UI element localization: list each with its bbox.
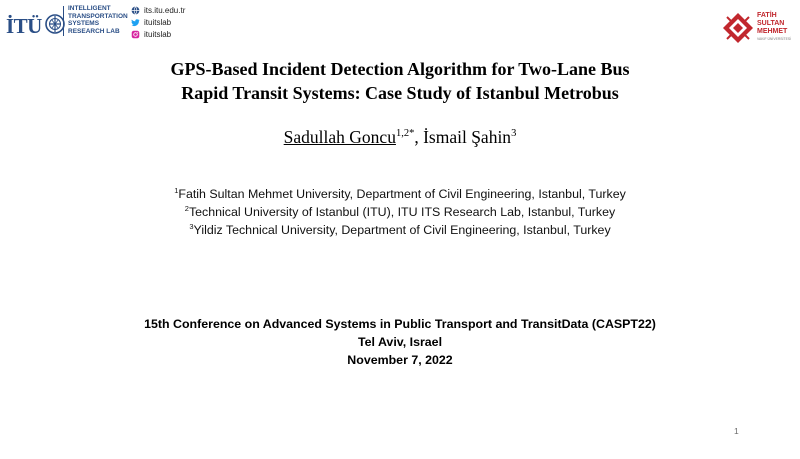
itu-logo-text: İTÜ [6,14,42,38]
lab-name-line: SYSTEMS [68,20,100,28]
affiliation-item [0,221,800,239]
affiliation-item [0,203,800,221]
social-web[interactable] [131,4,185,16]
paper-title [40,57,760,105]
affiliation-number: 3 [189,222,194,232]
conference-location: Tel Aviv, Israel [357,335,443,350]
conference-name: 15th Conference on Advanced Systems in Public Transport and TransitData (CASPT22) [144,317,656,331]
web-icon [131,6,140,15]
twitter-handle[interactable]: ituitslab [144,17,172,27]
author-list [0,127,800,147]
affiliation-text: Technical University of Istanbul (ITU), ITU ITS Research Lab, Istanbul, Turkey [188,205,616,220]
lab-name-line: INTELLIGENT [68,5,111,12]
social-instagram[interactable] [131,28,185,40]
instagram-handle[interactable]: ituitslab [144,29,172,39]
fsm-logo-line: SULTAN [757,20,785,28]
logo-divider [63,6,64,36]
affiliation-number: 2 [184,204,189,214]
itu-emblem-icon [45,12,65,36]
fsm-logo-subtitle: VAKIF ÜNİVERSİTESİ [757,36,792,41]
itu-logo [6,8,62,38]
lab-name-line: RESEARCH LAB [68,27,120,35]
title-line: GPS-Based Incident Detection Algorithm for Two-Lane Bus [170,59,630,79]
lab-name-line: TRANSPORTATION [68,12,128,20]
fsm-logo-line: FATİH [757,12,777,19]
affiliation-number: 1 [174,186,179,195]
its-lab-name [68,5,138,35]
title-line: Rapid Transit Systems: Case Study of Istanbul Metrobus [181,83,619,103]
slide-number: 1 [734,426,739,436]
affiliation-text: Yildiz Technical University, Department of Civil Engineering, Istanbul, Turkey [193,223,611,238]
fsm-logo-text [757,12,791,42]
author-name: Sadullah Goncu [283,127,396,147]
author-affiliation-marker: 1,2* [395,128,415,139]
conference-date: November 7, 2022 [347,353,453,368]
conference-info [0,315,800,370]
instagram-icon [131,30,140,39]
fsm-university-logo [721,11,797,47]
fsm-logo-line: MEHMET [757,28,788,36]
author-name: İsmail Şahin [423,127,512,147]
social-links [131,4,185,40]
affiliation-list [0,185,800,240]
affiliation-item [0,185,800,203]
affiliation-text: Fatih Sultan Mehmet University, Department of Civil Engineering, Istanbul, Turkey [178,187,626,201]
website-link[interactable]: its.itu.edu.tr [144,5,186,15]
social-twitter[interactable] [131,16,185,28]
fsm-emblem-icon [721,11,755,45]
author-affiliation-marker: 3 [511,128,517,139]
twitter-icon [131,18,140,27]
author-separator: , [414,127,424,147]
